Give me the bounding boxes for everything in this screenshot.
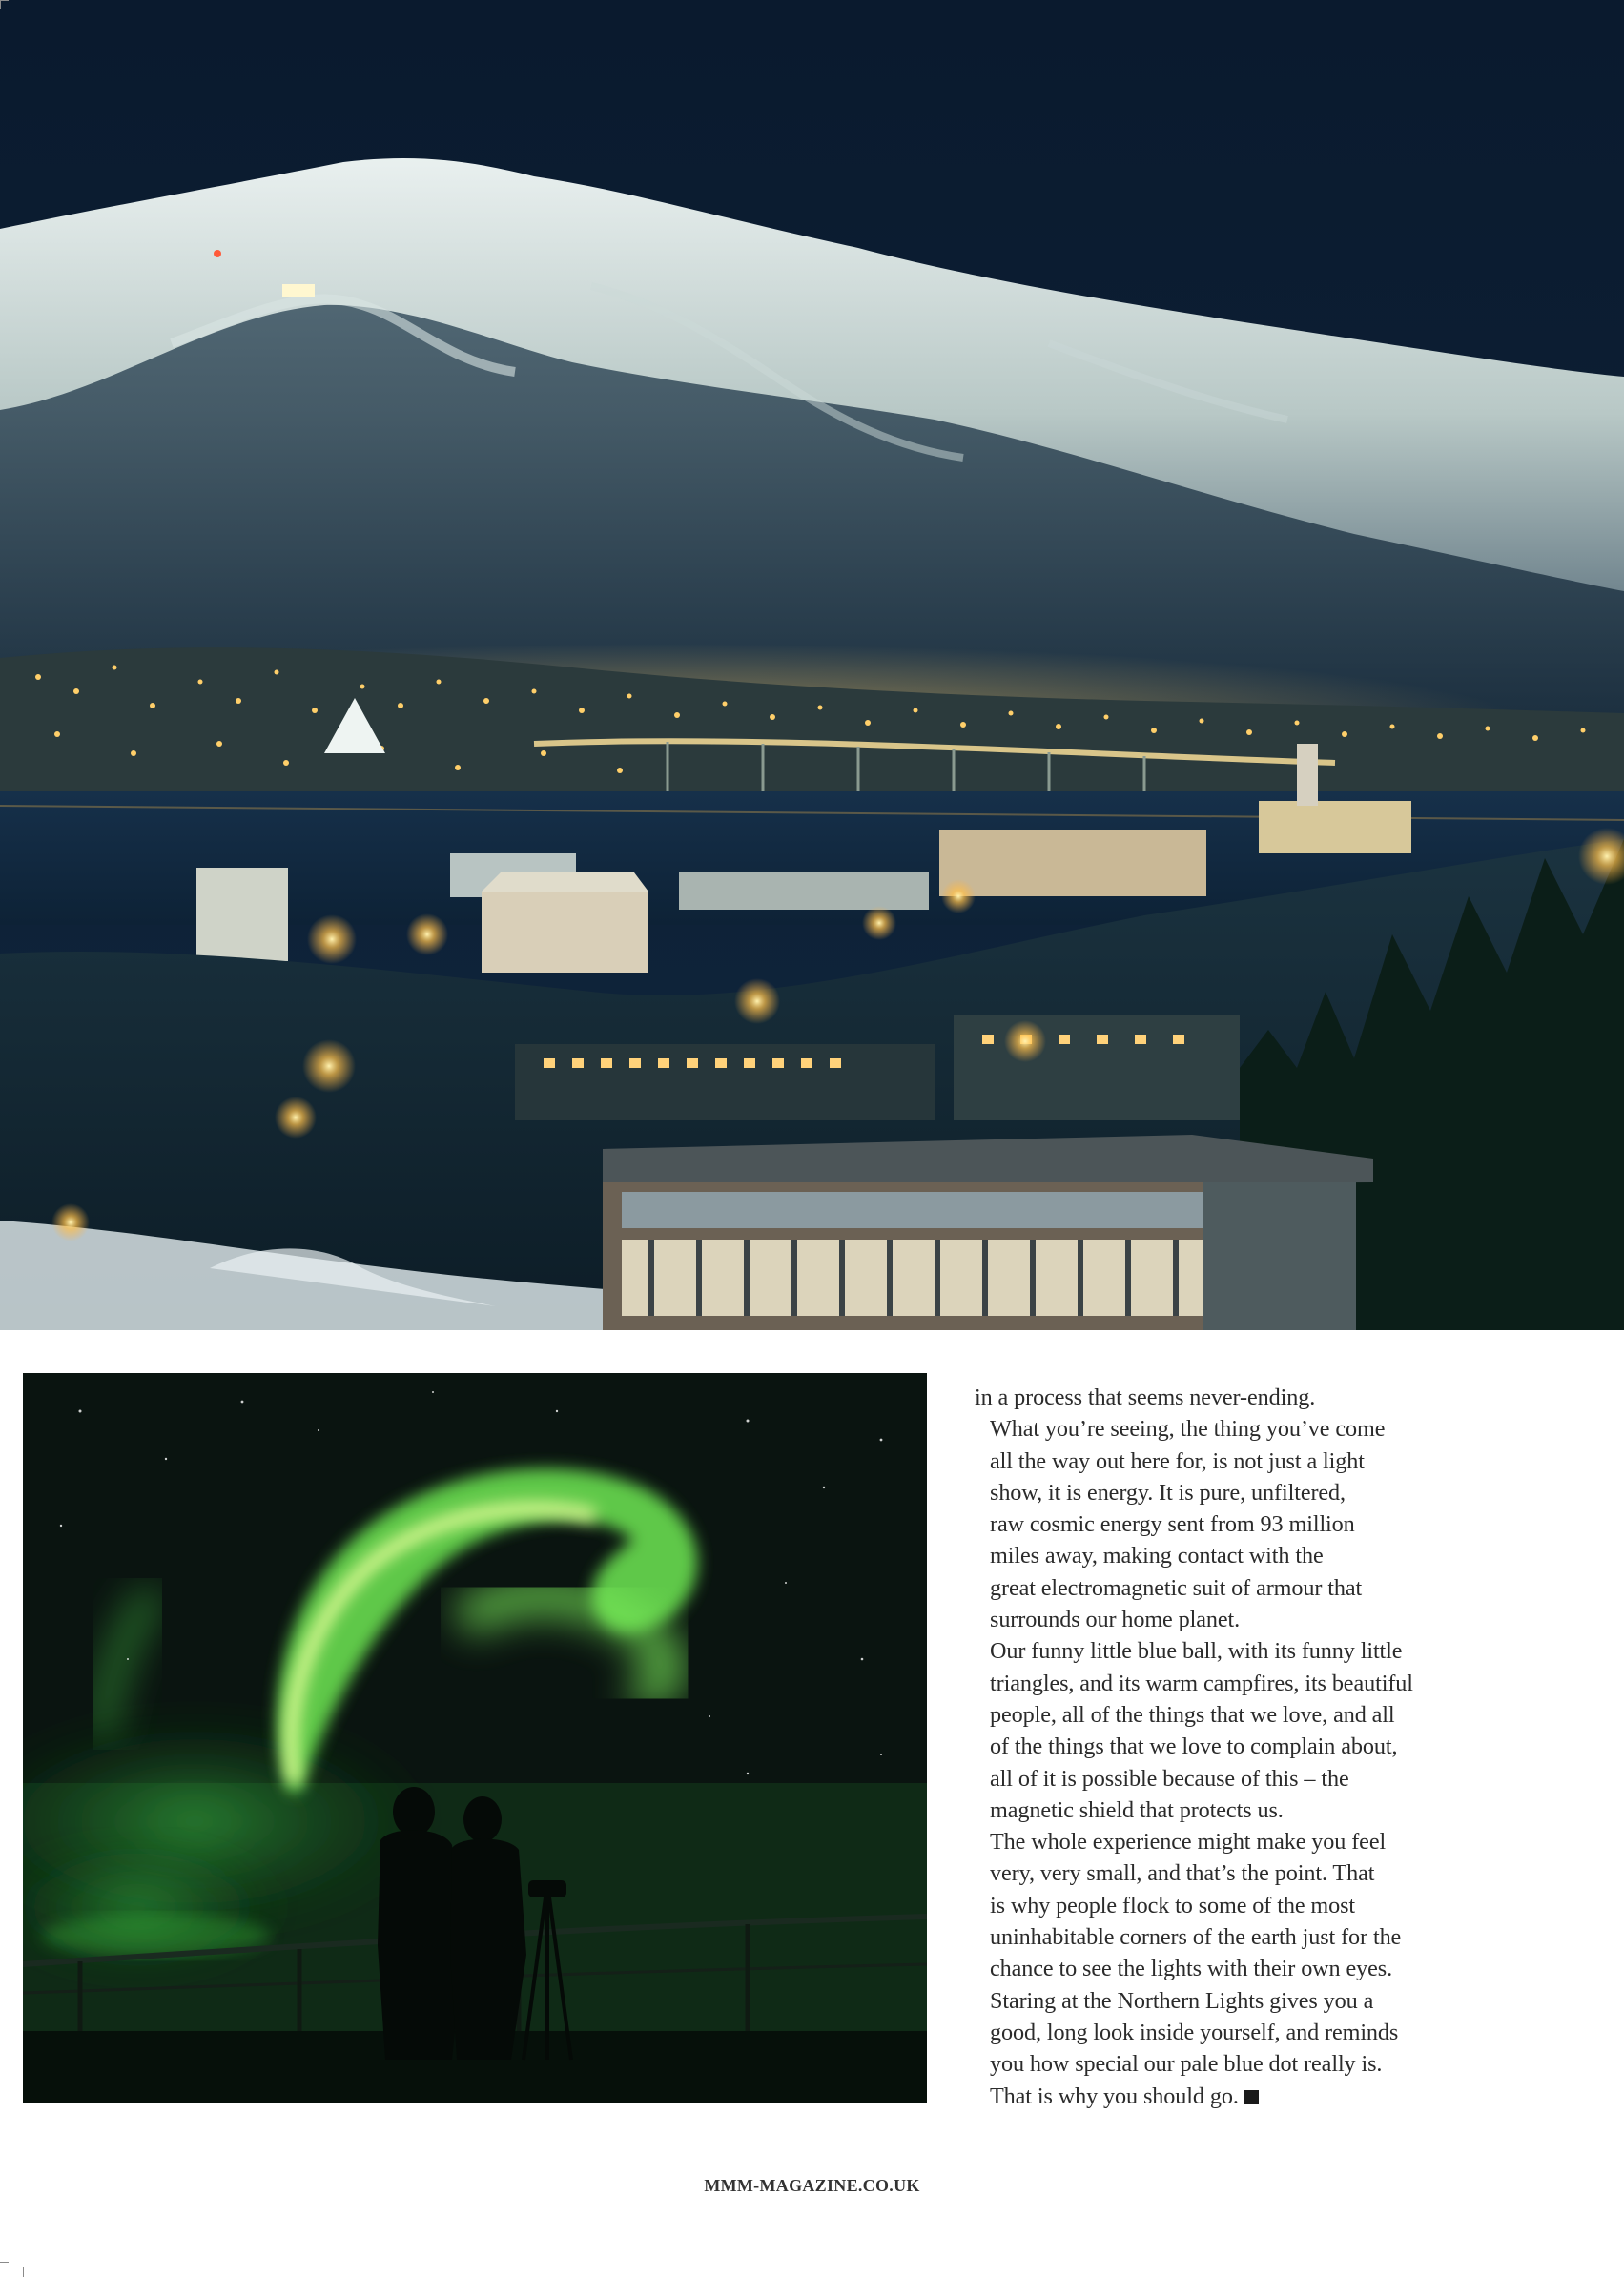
article-line: miles away, making contact with the — [990, 1543, 1324, 1569]
article-body — [975, 1382, 1566, 2112]
article-line: of the things that we love to complain about, — [990, 1733, 1398, 1760]
crop-mark-bottom-left-v — [23, 2267, 24, 2277]
article-line: That is why you should go. — [975, 2081, 1566, 2112]
article-line: What you’re seeing, the thing you’ve come — [990, 1416, 1386, 1443]
aurora-photo — [23, 1373, 927, 2103]
article-paragraph — [975, 1826, 1566, 1984]
article-paragraph — [975, 1413, 1566, 1635]
article-line: chance to see the lights with their own eyes. — [990, 1956, 1393, 1982]
aurora-illustration — [23, 1373, 927, 2103]
article-line: great electromagnetic suit of armour that — [990, 1574, 1363, 1601]
article-paragraph — [975, 1382, 1566, 1413]
crop-mark-top-left-h — [0, 0, 9, 1]
crop-mark-bottom-left — [0, 2262, 9, 2263]
article-line: in a process that seems never-ending. — [975, 1385, 1316, 1410]
crop-mark-top-left — [0, 0, 1, 9]
article-line: is why people flock to some of the most — [990, 1892, 1356, 1918]
article-paragraph — [975, 1635, 1566, 1826]
article-paragraph — [975, 1985, 1566, 2112]
article-line: Staring at the Northern Lights gives you a — [990, 1987, 1374, 2014]
article-line: The whole experience might make you feel — [990, 1829, 1387, 1856]
article-line: magnetic shield that protects us. — [990, 1796, 1284, 1823]
article-line: people, all of the things that we love, and all — [990, 1701, 1395, 1728]
article-line: triangles, and its warm campfires, its beautiful — [990, 1670, 1413, 1696]
article-line: you how special our pale blue dot really is. — [990, 2051, 1383, 2078]
footer-url: MMM-MAGAZINE.CO.UK — [704, 2176, 920, 2195]
article-line: Our funny little blue ball, with its funny little — [990, 1638, 1403, 1665]
article-line: surrounds our home planet. — [990, 1607, 1241, 1633]
end-of-article-icon — [1244, 2090, 1259, 2104]
article-line: raw cosmic energy sent from 93 million — [990, 1511, 1355, 1538]
article-line: uninhabitable corners of the earth just for the — [990, 1924, 1402, 1951]
article-line: all of it is possible because of this – the — [990, 1765, 1349, 1792]
article-line: very, very small, and that’s the point. That — [990, 1860, 1375, 1887]
article-line: good, long look inside yourself, and reminds — [990, 2019, 1399, 2045]
article-line: show, it is energy. It is pure, unfiltered, — [990, 1479, 1346, 1506]
article-line: all the way out here for, is not just a light — [990, 1447, 1365, 1474]
